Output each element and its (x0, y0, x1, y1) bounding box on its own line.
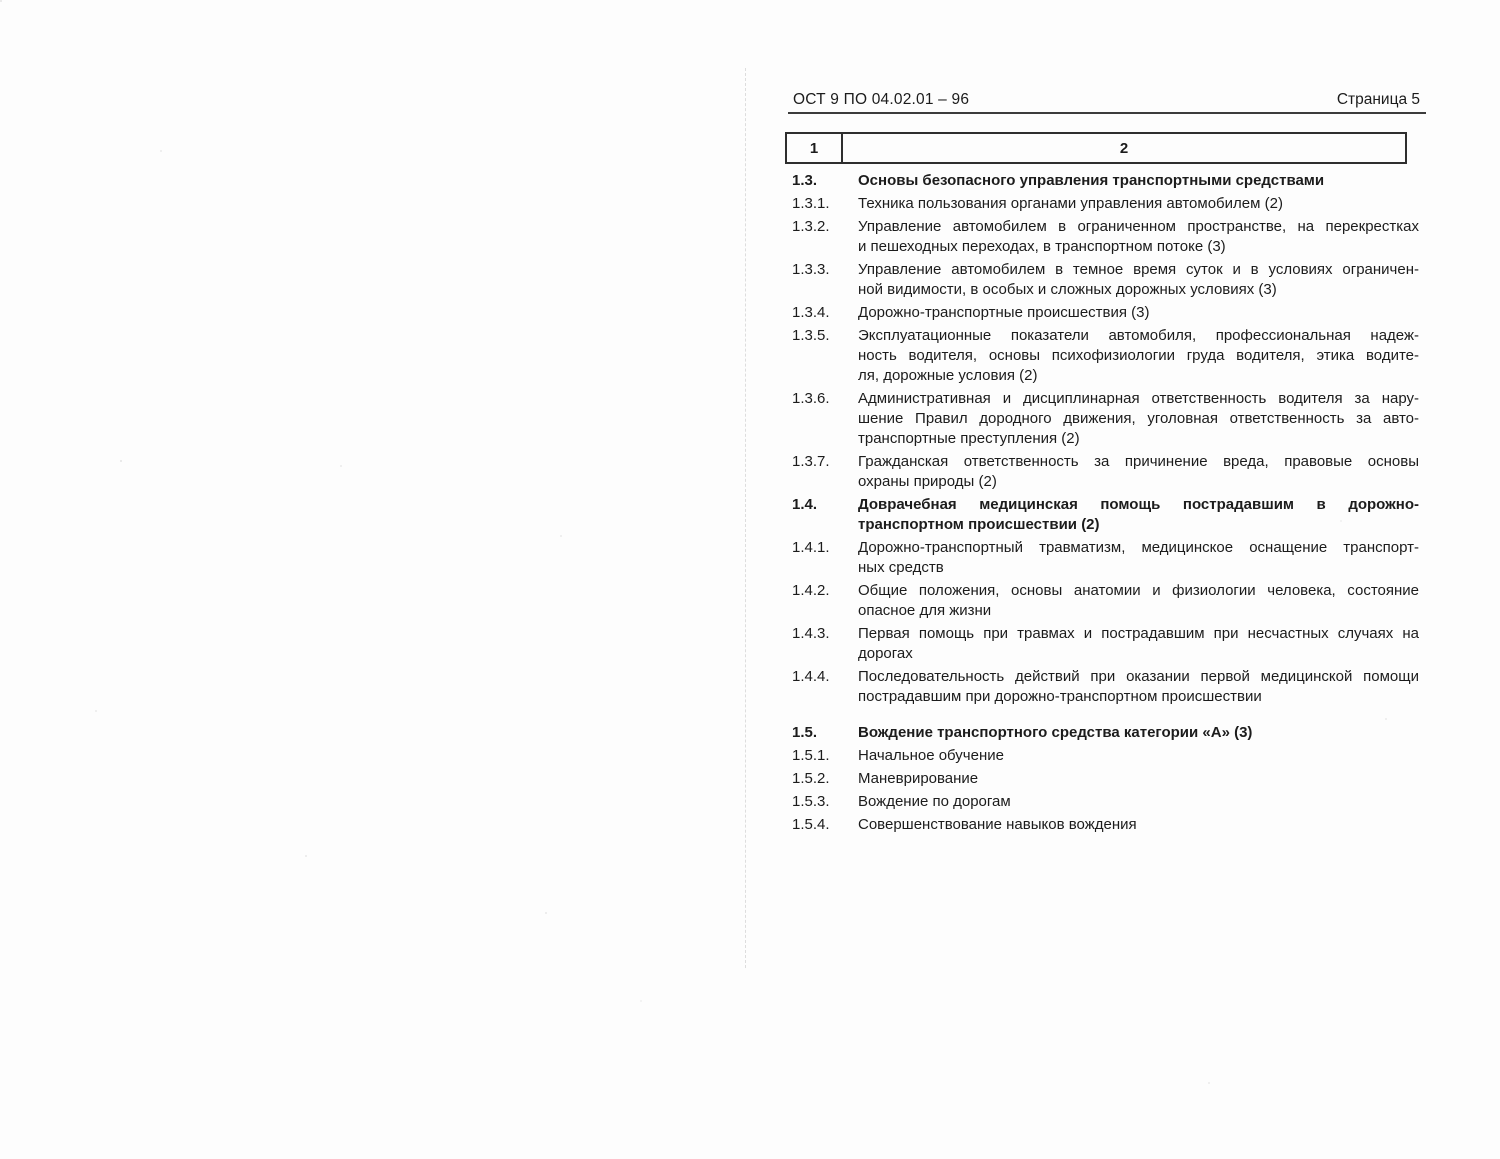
toc-item-line: ной видимости, в особых и сложных дорожных условиях (3) (858, 281, 1277, 298)
toc-item (792, 624, 1419, 664)
toc-item-line: Дорожно-транспортные происшествия (3) (858, 304, 1150, 321)
toc-item-line: охраны природы (2) (858, 473, 997, 490)
toc-item-number: 1.3.6. (792, 390, 830, 407)
toc-item-text (858, 217, 1419, 257)
toc-item (792, 217, 1419, 257)
toc-item (792, 538, 1419, 578)
toc-item (792, 303, 1419, 323)
toc-items (792, 171, 1419, 838)
toc-item (792, 452, 1419, 492)
toc-item (792, 495, 1419, 535)
toc-item-line: Дорожно-транспортный травматизм, медицинское оснащение транспорт- (858, 539, 1419, 556)
toc-item-line: транспортные преступления (2) (858, 430, 1080, 447)
toc-item-text (858, 792, 1419, 812)
toc-item-line: ля, дорожные условия (2) (858, 367, 1038, 384)
header-rule (788, 112, 1426, 114)
toc-item-number: 1.3.2. (792, 218, 830, 235)
page-number: Страница 5 (1336, 91, 1420, 108)
toc-item-line: ность водителя, основы психофизиологии груда водителя, этика водите- (858, 347, 1419, 364)
toc-item-text (858, 581, 1419, 621)
toc-item-line: Техника пользования органами управления автомобилем (2) (858, 195, 1283, 212)
toc-item-line: Управление автомобилем в темное время суток и в условиях ограничен- (858, 261, 1419, 278)
column-2-header: 2 (1119, 139, 1129, 157)
toc-item-text (858, 452, 1419, 492)
toc-item-number: 1.4.3. (792, 625, 830, 642)
toc-item-number: 1.3.5. (792, 327, 830, 344)
toc-item-line: Вождение транспортного средства категории «А» (3) (858, 724, 1253, 741)
toc-item-number: 1.5.1. (792, 747, 830, 764)
toc-item-text (858, 667, 1419, 707)
toc-item (792, 260, 1419, 300)
toc-item-line: Последовательность действий при оказании первой медицинской помощи (858, 668, 1419, 685)
toc-item-line: опасное для жизни (858, 602, 992, 619)
toc-item-line: пострадавшим при дорожно-транспортном происшествии (858, 688, 1262, 705)
toc-item-line: Общие положения, основы анатомии и физиологии человека, состояние (858, 582, 1419, 599)
toc-item-text (858, 769, 1419, 789)
toc-item (792, 769, 1419, 789)
toc-item-line: Первая помощь при травмах и пострадавшим при несчастных случаях на (858, 625, 1419, 642)
toc-item-line: Совершенствование навыков вождения (858, 816, 1137, 833)
toc-item-text (858, 171, 1419, 191)
toc-item-number: 1.5.4. (792, 816, 830, 833)
toc-item-text (858, 815, 1419, 835)
toc-item (792, 667, 1419, 707)
toc-item-line: Начальное обучение (858, 747, 1004, 764)
toc-item-line: Доврачебная медицинская помощь пострадавшим в дорожно- (858, 496, 1419, 513)
toc-item-number: 1.3.4. (792, 304, 830, 321)
toc-item (792, 389, 1419, 449)
toc-item-text (858, 723, 1419, 743)
toc-item-line: Основы безопасного управления транспортными средствами (858, 172, 1325, 189)
toc-item (792, 815, 1419, 835)
toc-item-number: 1.5. (792, 724, 818, 741)
toc-item-text (858, 194, 1419, 214)
toc-item-line: Гражданская ответственность за причинение вреда, правовые основы (858, 453, 1419, 470)
toc-item-number: 1.3.3. (792, 261, 830, 278)
toc-item-text (858, 495, 1419, 535)
toc-item (792, 581, 1419, 621)
toc-item-number: 1.4.2. (792, 582, 830, 599)
toc-item-text (858, 538, 1419, 578)
toc-item-number: 1.4. (792, 496, 818, 513)
toc-item (792, 171, 1419, 191)
toc-item-number: 1.5.3. (792, 793, 830, 810)
toc-item (792, 326, 1419, 386)
table-column-header-row (785, 132, 1407, 164)
toc-item (792, 792, 1419, 812)
toc-item-line: и пешеходных переходах, в транспортном потоке (3) (858, 238, 1226, 255)
page-fold-crease (745, 68, 746, 968)
toc-item-text (858, 624, 1419, 664)
toc-item-number: 1.3.7. (792, 453, 830, 470)
toc-item-line: Маневрирование (858, 770, 979, 787)
toc-item-line: дорогах (858, 645, 913, 662)
toc-item-number: 1.4.4. (792, 668, 830, 685)
toc-item-line: Вождение по дорогам (858, 793, 1011, 810)
column-1-header: 1 (787, 134, 843, 162)
toc-item (792, 194, 1419, 214)
document-code: ОСТ 9 ПО 04.02.01 – 96 (793, 91, 970, 108)
toc-item (792, 723, 1419, 743)
toc-item-line: Эксплуатационные показатели автомобиля, профессиональная надеж- (858, 327, 1419, 344)
toc-item-number: 1.3.1. (792, 195, 830, 212)
toc-item-line: Административная и дисциплинарная ответственность водителя за нару- (858, 390, 1419, 407)
toc-item (792, 746, 1419, 766)
toc-item-line: ных средств (858, 559, 944, 576)
toc-item-text (858, 389, 1419, 449)
toc-item-line: Управление автомобилем в ограниченном пространстве, на перекрестках (858, 218, 1419, 235)
toc-item-text (858, 746, 1419, 766)
toc-item-number: 1.3. (792, 172, 818, 189)
scan-speckles (0, 0, 2, 2)
toc-item-line: транспортном происшествии (2) (858, 516, 1100, 533)
toc-item-text (858, 326, 1419, 386)
toc-item-line: шение Правил дородного движения, уголовная ответственность за авто- (858, 410, 1419, 427)
toc-item-number: 1.5.2. (792, 770, 830, 787)
toc-item-number: 1.4.1. (792, 539, 830, 556)
toc-item-text (858, 260, 1419, 300)
toc-item-text (858, 303, 1419, 323)
